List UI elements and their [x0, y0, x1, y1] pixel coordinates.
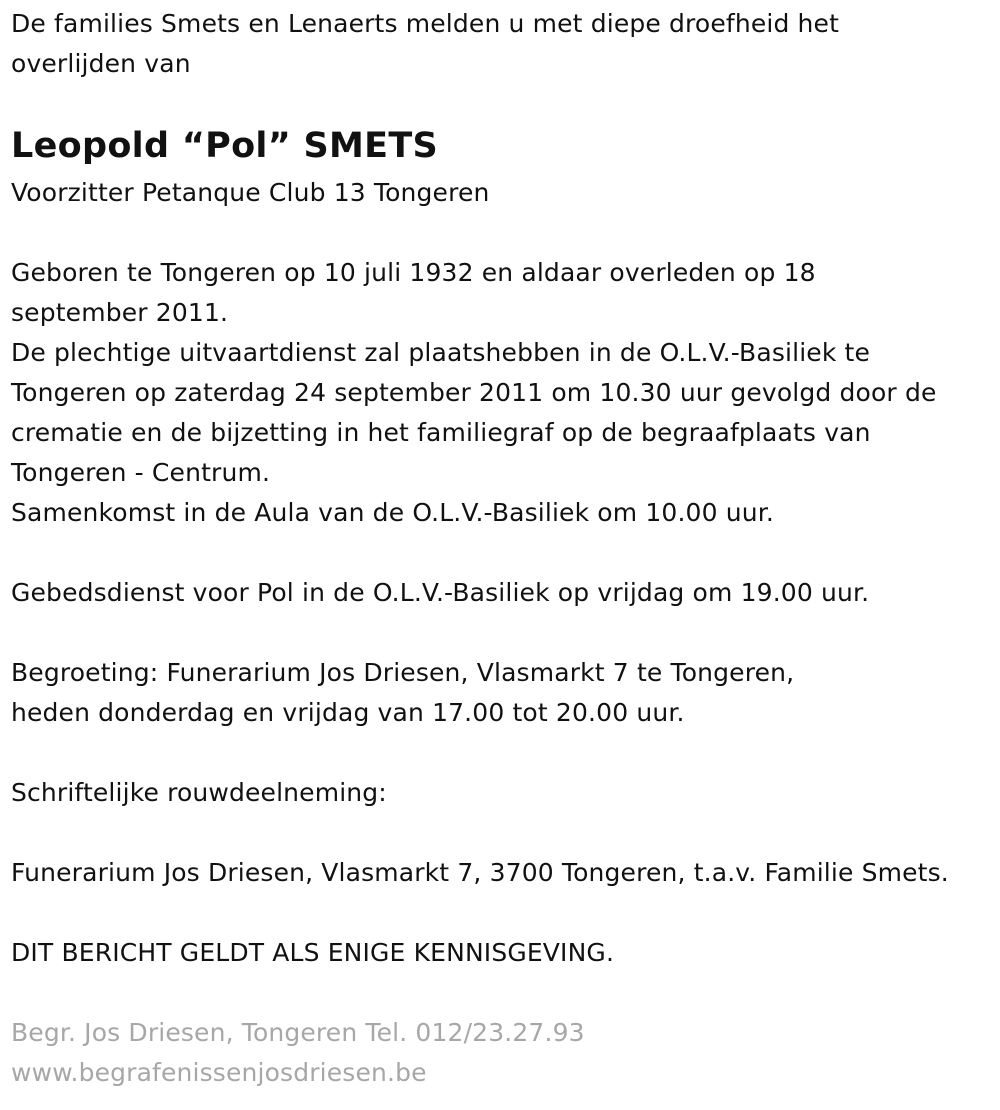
- birth-line-1: Geboren te Tongeren op 10 juli 1932 en aldaar overleden op 18: [11, 258, 816, 287]
- intro-line-2: overlijden van: [11, 49, 191, 78]
- deceased-name: Leopold “Pol” SMETS: [11, 126, 439, 166]
- intro-line-1: De families Smets en Lenaerts melden u met diepe droefheid het: [11, 9, 840, 38]
- greeting-line-1: Begroeting: Funerarium Jos Driesen, Vlasmarkt 7 te Tongeren,: [11, 658, 795, 687]
- condolence-label: Schriftelijke rouwdeelneming:: [11, 778, 387, 807]
- prayer-service-info: Gebedsdienst voor Pol in de O.L.V.-Basiliek op vrijdag om 19.00 uur.: [11, 578, 870, 607]
- service-line-4: Tongeren - Centrum.: [11, 458, 271, 487]
- birth-line-2: september 2011.: [11, 298, 229, 327]
- condolence-address: Funerarium Jos Driesen, Vlasmarkt 7, 3700 Tongeren, t.a.v. Familie Smets.: [11, 858, 949, 887]
- funeral-home-website[interactable]: www.begrafenissenjosdriesen.be: [11, 1058, 427, 1087]
- gathering-info: Samenkomst in de Aula van de O.L.V.-Basiliek om 10.00 uur.: [11, 498, 774, 527]
- sole-notice: DIT BERICHT GELDT ALS ENIGE KENNISGEVING.: [11, 938, 615, 967]
- service-line-2: Tongeren op zaterdag 24 september 2011 om 10.30 uur gevolgd door de: [11, 378, 937, 407]
- deceased-role: Voorzitter Petanque Club 13 Tongeren: [11, 178, 490, 207]
- greeting-line-2: heden donderdag en vrijdag van 17.00 tot 20.00 uur.: [11, 698, 685, 727]
- funeral-home-contact: Begr. Jos Driesen, Tongeren Tel. 012/23.27.93: [11, 1018, 585, 1047]
- service-line-1: De plechtige uitvaartdienst zal plaatshebben in de O.L.V.-Basiliek te: [11, 338, 871, 367]
- service-line-3: crematie en de bijzetting in het familiegraf op de begraafplaats van: [11, 418, 871, 447]
